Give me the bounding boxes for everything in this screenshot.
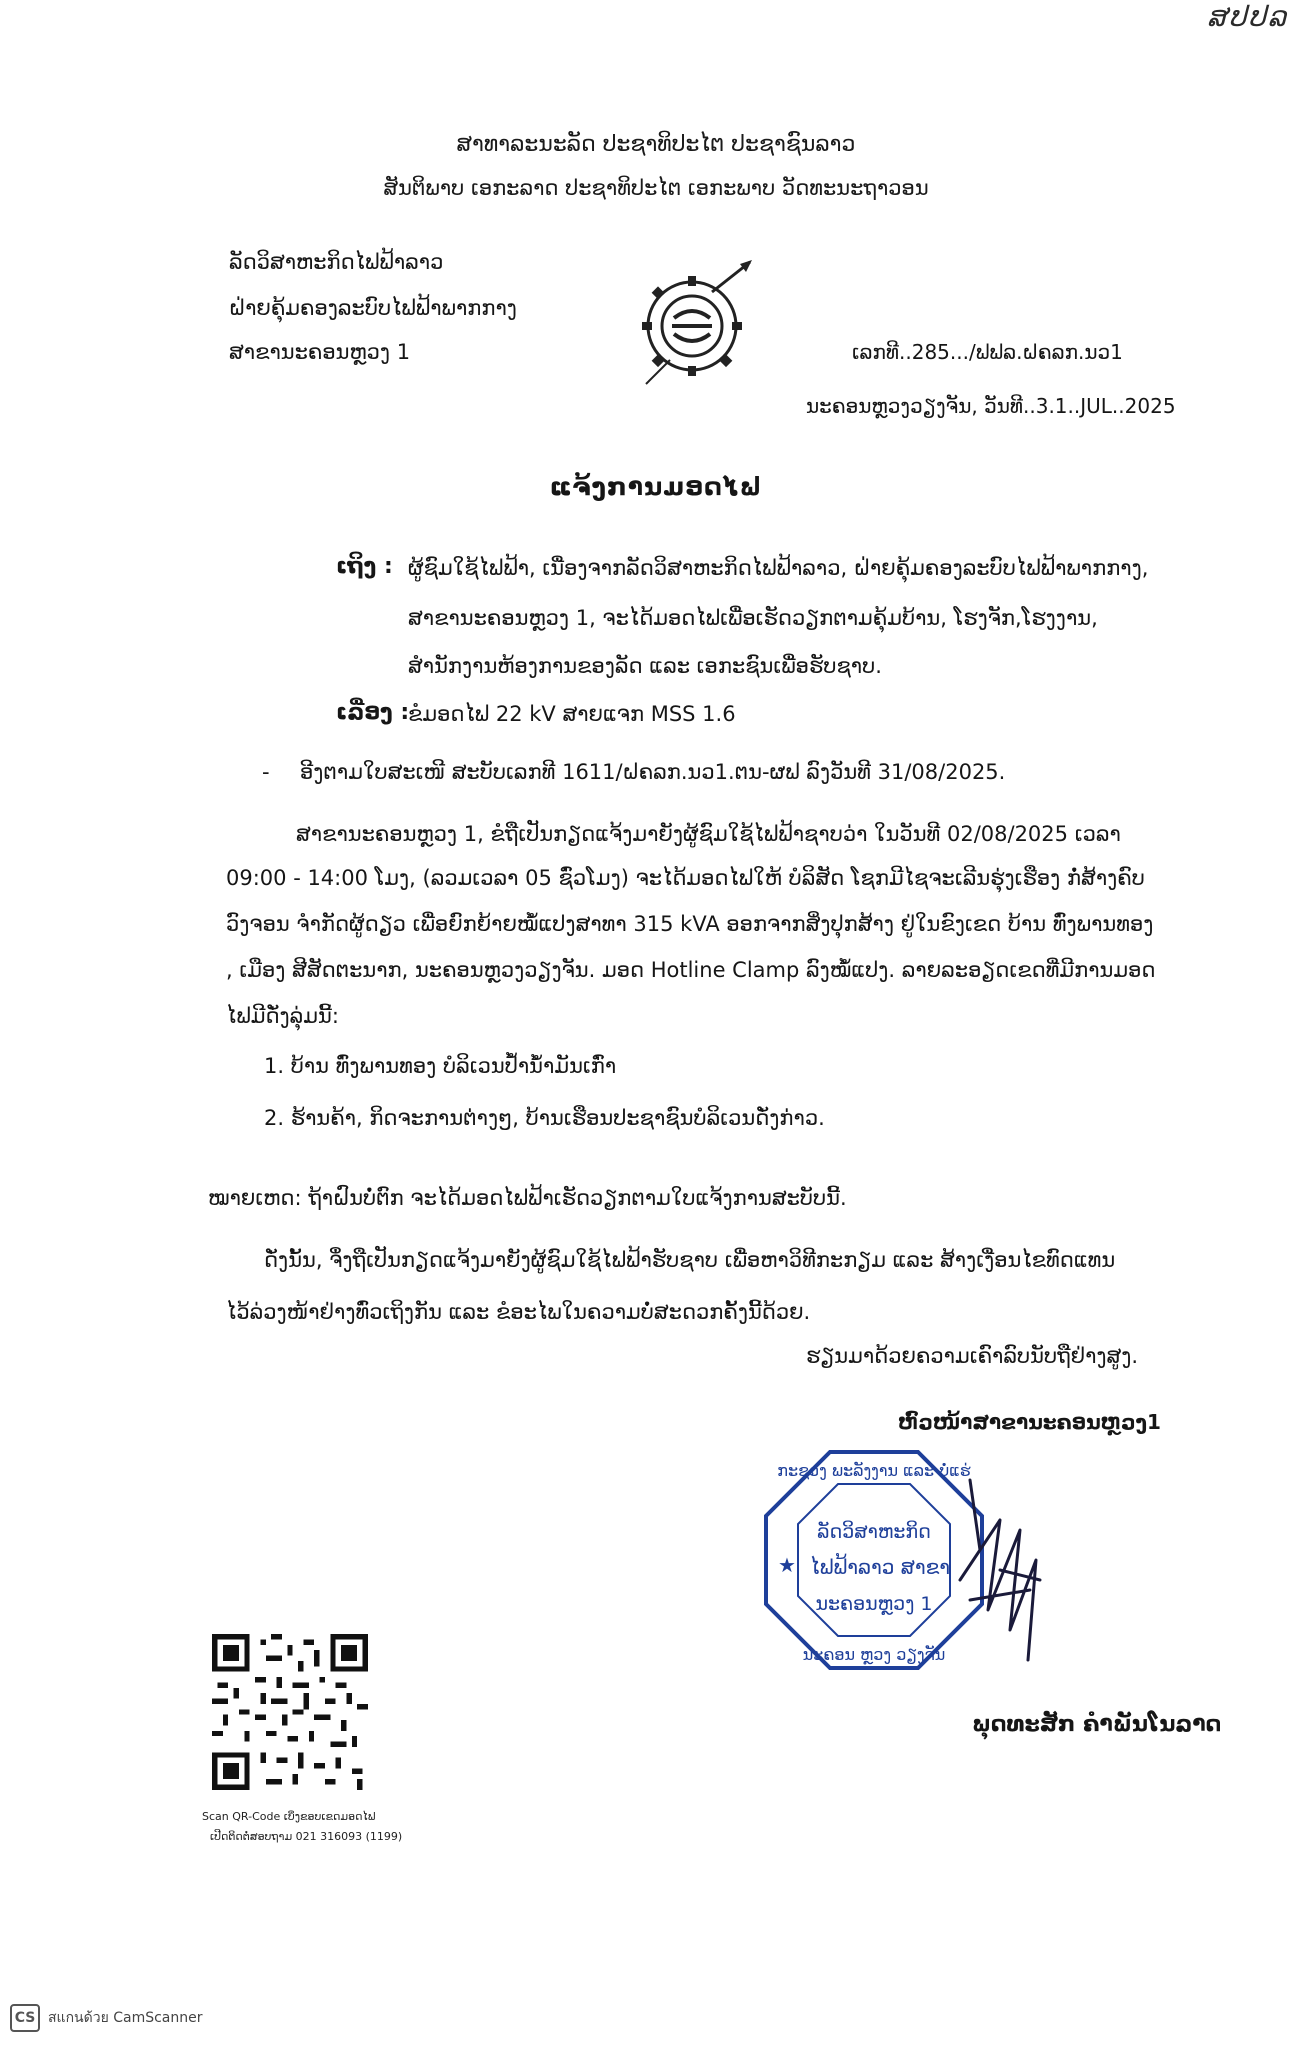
edl-logo: [630, 256, 762, 388]
subject-text: ຂໍມອດໄຟ 22 kV ສາຍແຈກ MSS 1.6: [408, 702, 736, 726]
body-paragraph-line: , ເມືອງ ສີສັດຕະນາກ, ນະຄອນຫຼວງວຽງຈັນ. ມອດ Hotline Clamp ລົງໝໍ້ແປງ. ລາຍລະອຽດເຂດທີ່ມີການມອດ: [226, 958, 1156, 982]
stamp-line: ໄຟຟ້າລາວ ສາຂາ: [809, 1555, 951, 1579]
org-name: ລັດວິສາຫະກິດໄຟຟ້າລາວ: [229, 250, 444, 274]
affected-area-item: 1. ບ້ານ ທົ່ງພານທອງ ບໍລິເວນປໍ້ານ້ຳມັນເກົ່າ: [264, 1054, 617, 1078]
qr-caption: Scan QR-Code ເບິ່ງຂອບເຂດມອດໄຟ: [202, 1810, 376, 1823]
qr-contact: ເປີດຕິດຕໍ່ສອບຖາມ 021 316093 (1199): [210, 1830, 403, 1843]
affected-area-item: 2. ຮ້ານຄ້າ, ກິດຈະການຕ່າງໆ, ບ້ານເຮືອນປະຊາຊົນບໍລິເວນດັ່ງກ່າວ.: [264, 1106, 825, 1130]
stamp-ring-bottom: ນະຄອນ ຫຼວງ ວຽງຈັນ: [802, 1645, 946, 1664]
document-title: ແຈ້ງການມອດໄຟ: [549, 472, 763, 501]
reference-bullet: -: [262, 760, 270, 784]
signer-name: ພຸດທະສັກ ຄຳພັນໂນລາດ: [972, 1712, 1222, 1737]
to-label: ເຖິງ :: [336, 554, 393, 579]
to-line: ຜູ້ຊົມໃຊ້ໄຟຟ້າ, ເນື່ອງຈາກລັດວິສາຫະກິດໄຟຟ້າລາວ, ຝ່າຍຄຸ້ມຄອງລະບົບໄຟຟ້າພາກກາງ,: [408, 556, 1149, 580]
scanner-footer: [10, 2004, 203, 2032]
body-paragraph-line: ໄຟມີດັ່ງລຸ່ມນີ້:: [226, 1004, 339, 1028]
subject-label: ເລື່ອງ :: [336, 700, 410, 725]
body-paragraph-line: ສາຂານະຄອນຫຼວງ 1, ຂໍຖືເປັນກຽດແຈ້ງມາຍັງຜູ້ຊົມໃຊ້ໄຟຟ້າຊາບວ່າ ໃນວັນທີ 02/08/2025 ເວລາ: [296, 822, 1121, 846]
nation-motto: ສັນຕິພາບ ເອກະລາດ ປະຊາທິປະໄຕ ເອກະພາບ ວັດທະນະຖາວອນ: [383, 176, 929, 200]
reference-number: ເລກທີ..285.../ຟຟລ.ຝຄລກ.ນວ1: [852, 340, 1123, 364]
nation-heading: ສາທາລະນະລັດ ປະຊາທິປະໄຕ ປະຊາຊົນລາວ: [456, 132, 856, 157]
regards-line: ຮຽນມາດ້ວຍຄວາມເຄົາລົບນັບຖືຢ່າງສູງ.: [806, 1344, 1139, 1368]
camscanner-icon: CS: [10, 2004, 40, 2032]
stamp-line: ນະຄອນຫຼວງ 1: [815, 1593, 933, 1615]
to-line: ສຳນັກງານຫ້ອງການຂອງລັດ ແລະ ເອກະຊົນເພື່ອຮັບຊາບ.: [408, 654, 882, 678]
body-paragraph-line: 09:00 - 14:00 ໂມງ, (ລວມເວລາ 05 ຊົ່ວໂມງ) ຈະໄດ້ມອດໄຟໃຫ້ ບໍລິສັດ ໂຊກມີໄຊຈະເລີນຮຸ່ງເຮືອງ ກໍ່ສ້າງຄົບ: [226, 866, 1145, 890]
reference-line: ອີງຕາມໃບສະເໜີ ສະບັບເລກທີ 1611/ຝຄລກ.ນວ1.ຕນ-ຜຟ ລົງວັນທີ 31/08/2025.: [300, 760, 1006, 784]
scanner-label: สแกนด้วย CamScanner: [48, 2010, 203, 2026]
note-line: ໝາຍເຫດ: ຖ້າຝົນບໍ່ຕົກ ຈະໄດ້ມອດໄຟຟ້າເຮັດວຽກຕາມໃບແຈ້ງການສະບັບນີ້.: [208, 1186, 847, 1210]
handwritten-signature: [940, 1460, 1060, 1680]
division-name: ຝ່າຍຄຸ້ມຄອງລະບົບໄຟຟ້າພາກກາງ: [229, 296, 517, 320]
body-paragraph-line: ວົງຈອນ ຈຳກັດຜູ້ດຽວ ເພື່ອຍົກຍ້າຍໝໍ້ແປງສາທາ 315 kVA ອອກຈາກສິ່ງປຸກສ້າງ ຢູ່ໃນຂົງເຂດ ບ້ານ ທົ່ງພານທອງ: [226, 912, 1154, 936]
branch-name: ສາຂານະຄອນຫຼວງ 1: [229, 340, 411, 364]
to-line: ສາຂານະຄອນຫຼວງ 1, ຈະໄດ້ມອດໄຟເພື່ອເຮັດວຽກຕາມຄຸ້ມບ້ານ, ໂຮງຈັກ,ໂຮງງານ,: [408, 606, 1098, 630]
reference-date: ນະຄອນຫຼວງວຽງຈັນ, ວັນທີ..3.1..JUL..2025: [806, 394, 1176, 418]
qr-code[interactable]: [212, 1634, 368, 1790]
stamp-ring-text: ກະຊວງ ພະລັງງານ ແລະ ບໍ່ແຮ່: [777, 1461, 971, 1480]
closing-line: ໄວ້ລ່ວງໜ້າຢ່າງທົ່ວເຖິງກັນ ແລະ ຂໍອະໄພໃນຄວາມບໍ່ສະດວກຄັ້ງນີ້ດ້ວຍ.: [226, 1300, 811, 1324]
stamp-line: ລັດວິສາຫະກິດ: [817, 1521, 931, 1543]
corner-handwritten-mark: ສປປລ: [1207, 0, 1288, 33]
closing-line: ດັ່ງນັ້ນ, ຈຶ່ງຖືເປັນກຽດແຈ້ງມາຍັງຜູ້ຊົມໃຊ້ໄຟຟ້າຮັບຊາບ ເພື່ອຫາວິທີກະກຽມ ແລະ ສ້າງເງື່ອນໄຂທົດແທນ: [264, 1248, 1116, 1272]
signatory-title: ຫົວໜ້າສາຂານະຄອນຫຼວງ1: [898, 1410, 1161, 1434]
svg-text:★: ★: [778, 1553, 796, 1577]
